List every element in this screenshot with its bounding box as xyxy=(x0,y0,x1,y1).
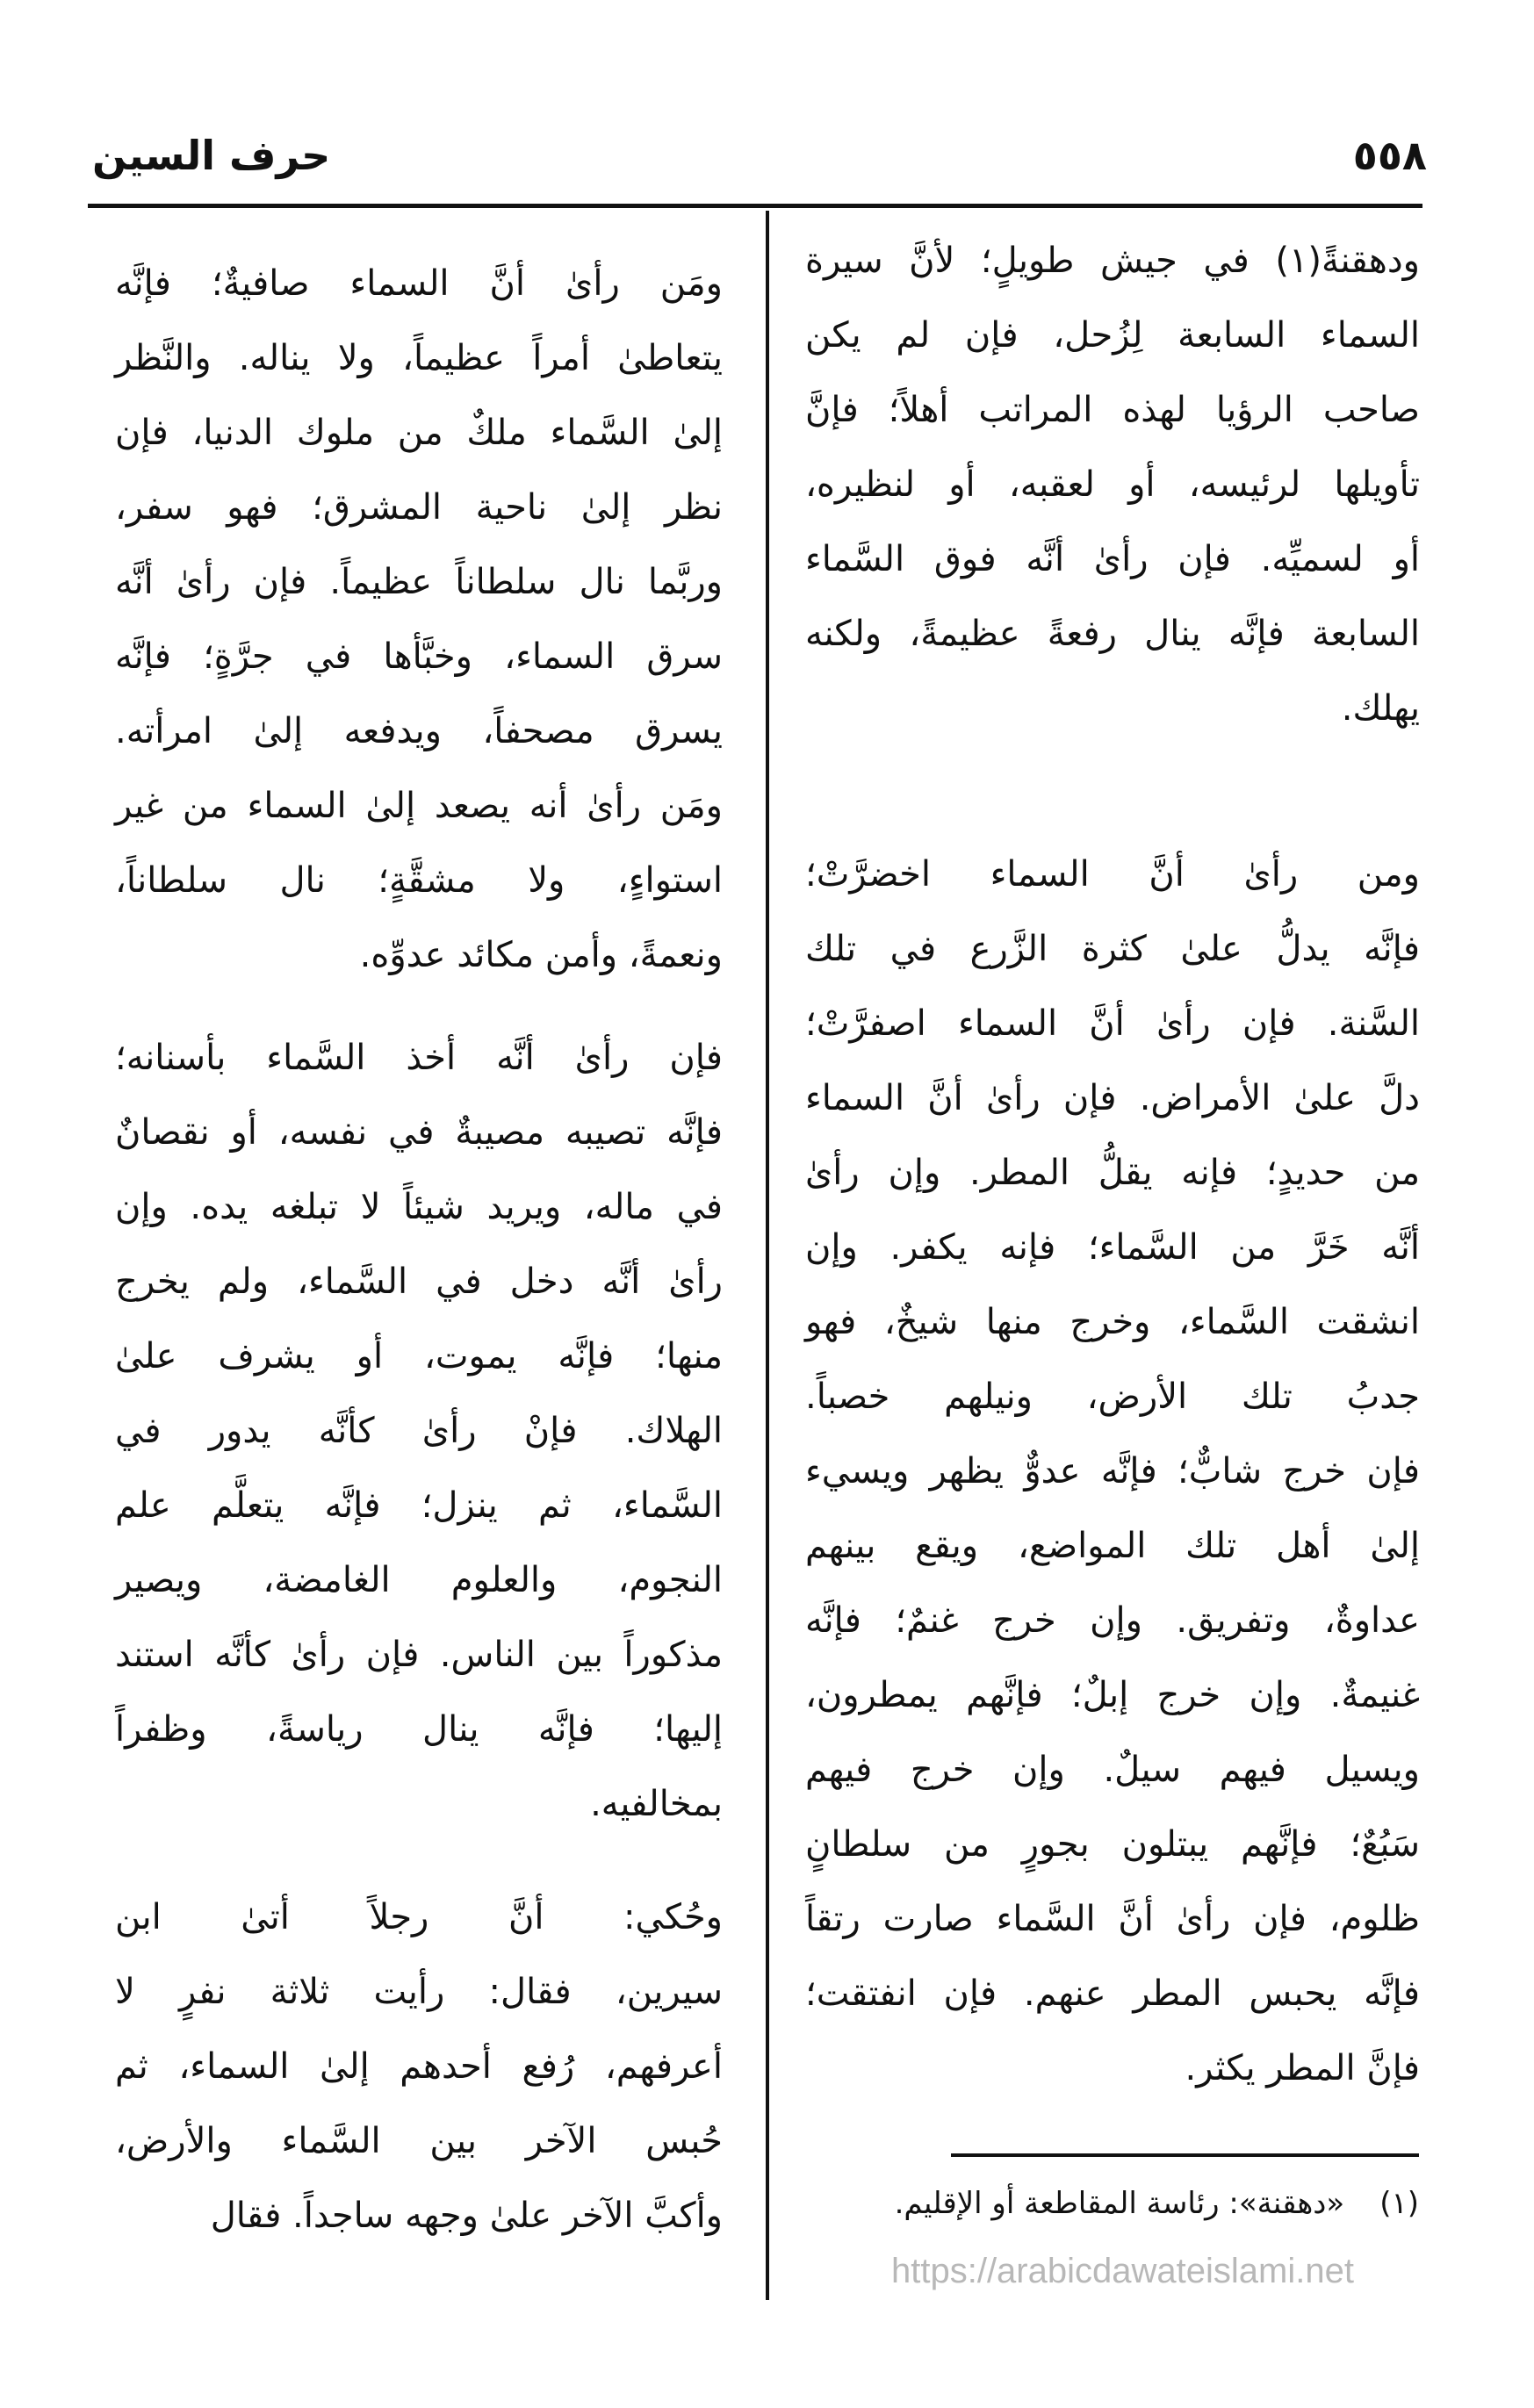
watermark: https://arabicdawateislami.net xyxy=(891,2252,1354,2290)
text-line: فإنَّه يدلُّ علىٰ كثرة الزَّرع في تلك xyxy=(805,929,1420,969)
footnote xyxy=(895,2186,1419,2221)
text-line: ومَن رأىٰ أنه يصعد إلىٰ السماء من غير xyxy=(115,786,723,826)
footnote-rule xyxy=(951,2153,1419,2157)
text-line: السَّنة. فإن رأىٰ أنَّ السماء اصفرَّتْ؛ xyxy=(805,1003,1420,1044)
paragraph xyxy=(115,1880,723,2253)
text-line: يهلك. xyxy=(1341,688,1420,729)
text-line: وحُكي: أنَّ رجلاً أتىٰ ابن xyxy=(115,1897,723,1937)
text-line: تأويلها لرئيسه، أو لعقبه، أو لنظيره، xyxy=(805,464,1420,505)
text-line: إلىٰ السَّماء ملكٌ من ملوك الدنيا، فإن xyxy=(115,413,723,453)
text-line: ومَن رأىٰ أنَّ السماء صافيةٌ؛ فإنَّه xyxy=(115,263,723,304)
text-line: الهلاك. فإنْ رأىٰ كأنَّه يدور في xyxy=(115,1411,723,1451)
text-line: أعرفهم، رُفع أحدهم إلىٰ السماء، ثم xyxy=(115,2046,723,2087)
text-line: فإنَّه تصيبه مصيبةٌ في نفسه، أو نقصانٌ xyxy=(115,1112,723,1153)
text-line: فإن خرج شابٌّ؛ فإنَّه عدوٌّ يظهر ويسيء xyxy=(805,1451,1420,1492)
footnote-text: «دهقنة»: رئاسة المقاطعة أو الإقليم. xyxy=(894,2186,1345,2221)
text-line: استواءٍ، ولا مشقَّةٍ؛ نال سلطاناً، xyxy=(115,860,723,901)
text-line: إلىٰ أهل تلك المواضع، ويقع بينهم xyxy=(805,1526,1420,1566)
text-line: سرق السماء، وخبَّأها في جرَّةٍ؛ فإنَّه xyxy=(115,636,723,677)
text-line: جدبُ تلك الأرض، ونيلهم خصباً. xyxy=(805,1377,1420,1417)
text-line: نظر إلىٰ ناحية المشرق؛ فهو سفر، xyxy=(115,487,723,528)
text-line: في ماله، ويريد شيئاً لا تبلغه يده. وإن xyxy=(115,1187,723,1227)
text-line: ويسيل فيهم سيلٌ. وإن خرج فيهم xyxy=(805,1750,1420,1790)
text-line: السابعة فإنَّه ينال رفعةً عظيمةً، ولكنه xyxy=(805,614,1420,654)
footnote-number: (١) xyxy=(1379,2186,1419,2221)
header-rule xyxy=(88,204,1422,208)
text-line: من حديدٍ؛ فإنه يقلُّ المطر. وإن رأىٰ xyxy=(805,1153,1420,1193)
text-line: السَّماء، ثم ينزل؛ فإنَّه يتعلَّم علم xyxy=(115,1485,723,1526)
text-line: فإنَّه يحبس المطر عنهم. فإن انفتقت؛ xyxy=(805,1973,1420,2014)
text-line: سَبُعٌ؛ فإنَّهم يبتلون بجورٍ من سلطانٍ xyxy=(805,1824,1420,1865)
text-line: فإنَّ المطر يكثر. xyxy=(1185,2048,1420,2088)
paragraph xyxy=(805,224,1420,746)
text-line: سيرين، فقال: رأيت ثلاثة نفرٍ لا xyxy=(115,1972,723,2012)
text-line: النجوم، والعلوم الغامضة، ويصير xyxy=(115,1560,723,1600)
text-line: وأكبَّ الآخر علىٰ وجهه ساجداً. فقال xyxy=(210,2196,723,2236)
text-line: دلَّ علىٰ الأمراض. فإن رأىٰ أنَّ السماء xyxy=(805,1078,1420,1118)
text-line: صاحب الرؤيا لهذه المراتب أهلاً؛ فإنَّ xyxy=(805,390,1420,430)
text-line: أنَّه خَرَّ من السَّماء؛ فإنه يكفر. وإن xyxy=(805,1227,1420,1268)
text-line: ونعمةً، وأمن مكائد عدوِّه. xyxy=(359,935,723,975)
text-line: أو لسميِّه. فإن رأىٰ أنَّه فوق السَّماء xyxy=(805,539,1420,579)
text-line: فإن رأىٰ أنَّه أخذ السَّماء بأسنانه؛ xyxy=(115,1038,723,1078)
text-line: منها؛ فإنَّه يموت، أو يشرف علىٰ xyxy=(115,1336,723,1377)
text-line: السماء السابعة لِزُحل، فإن لم يكن xyxy=(805,315,1420,356)
text-line: يتعاطىٰ أمراً عظيماً، ولا يناله. والنَّظر xyxy=(115,338,723,378)
text-line: بمخالفيه. xyxy=(590,1784,723,1824)
text-line: عداوةٌ، وتفريق. وإن خرج غنمٌ؛ فإنَّه xyxy=(805,1600,1420,1641)
text-line: يسرق مصحفاً، ويدفعه إلىٰ امرأته. xyxy=(115,711,723,751)
text-line: ظلوم، فإن رأىٰ أنَّ السَّماء صارت رتقاً xyxy=(805,1899,1420,1939)
text-line: رأىٰ أنَّه دخل في السَّماء، ولم يخرج xyxy=(115,1262,723,1302)
paragraph xyxy=(805,837,1420,2106)
text-line: انشقت السَّماء، وخرج منها شيخٌ، فهو xyxy=(805,1302,1420,1342)
column-divider xyxy=(766,211,769,2300)
text-line: غنيمةٌ. وإن خرج إبلٌ؛ فإنَّهم يمطرون، xyxy=(805,1675,1420,1715)
text-line: مذكوراً بين الناس. فإن رأىٰ كأنَّه استند xyxy=(115,1635,723,1675)
text-line: حُبس الآخر بين السَّماء والأرض، xyxy=(115,2121,723,2161)
text-line: ومن رأىٰ أنَّ السماء اخضرَّتْ؛ xyxy=(805,854,1420,895)
paragraph xyxy=(115,247,723,993)
text-line: وربَّما نال سلطاناً عظيماً. فإن رأىٰ أنَّه xyxy=(115,562,723,602)
paragraph xyxy=(115,1021,723,1842)
page-number: ٥٥٨ xyxy=(1352,132,1427,179)
text-line: ودهقنةً(١) في جيش طويلٍ؛ لأنَّ سيرة xyxy=(805,241,1420,281)
running-title: حرف السين xyxy=(92,132,331,179)
text-line: إليها؛ فإنَّه ينال رياسةً، وظفراً xyxy=(115,1709,723,1750)
